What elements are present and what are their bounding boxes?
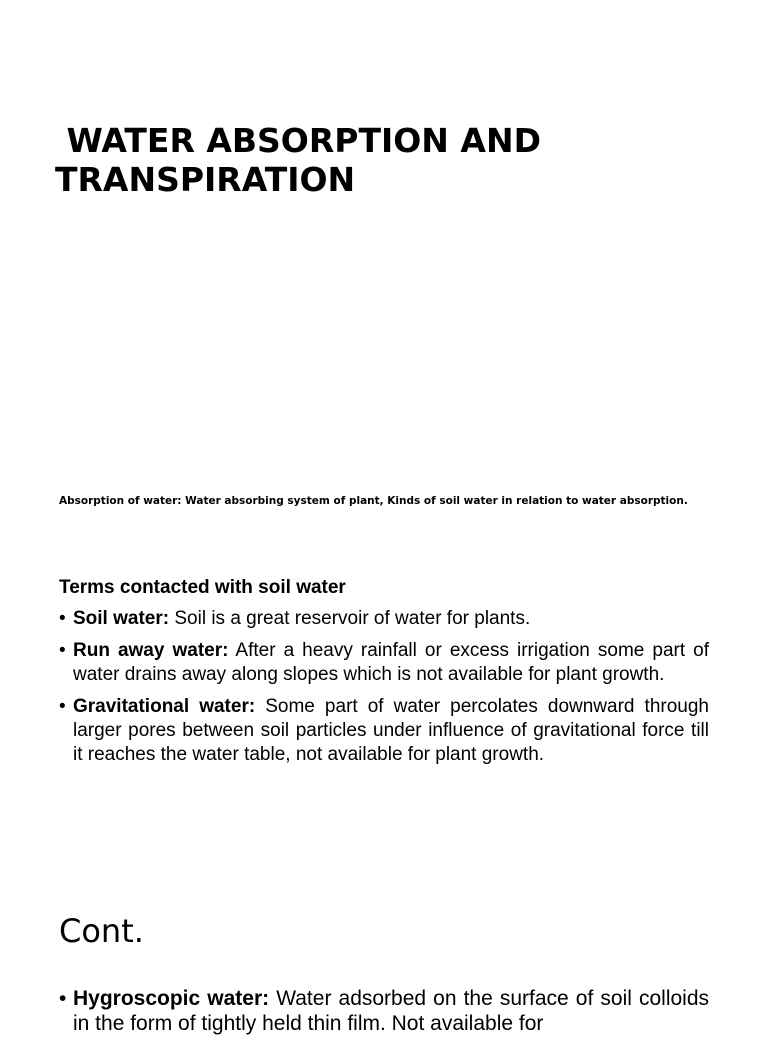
slide-subtitle: Absorption of water: Water absorbing system of plant, Kinds of soil water in relation to water absorption.: [59, 495, 688, 507]
term-description: After a heavy rainfall or excess irrigation some part of water drains away along slopes which is not available for plant growth.: [73, 640, 709, 685]
soil-water-terms-section: [59, 576, 709, 775]
term-description: Soil is a great reservoir of water for plants.: [169, 608, 531, 629]
term-label: Soil water:: [73, 608, 170, 629]
list-item-run-away-water: [59, 639, 709, 687]
bullet-point: •: [59, 640, 66, 661]
bullet-point: •: [59, 696, 66, 717]
continued-terms-section: [59, 986, 709, 1044]
bullet-point: •: [59, 608, 66, 629]
section-heading: Terms contacted with soil water: [59, 577, 346, 598]
bullet-list: [59, 607, 709, 767]
list-item-soil-water: [59, 607, 709, 631]
term-label: Hygroscopic water:: [73, 987, 270, 1010]
list-item-gravitational-water: [59, 695, 709, 767]
continued-heading: Cont.: [59, 912, 144, 950]
slide-title: WATER ABSORPTION AND TRANSPIRATION: [55, 121, 541, 199]
list-item-hygroscopic-water: [59, 986, 709, 1036]
term-label: Gravitational water:: [73, 696, 256, 717]
term-description: Some part of water percolates downward through larger pores between soil particles under influence of gravitational force till it reaches the water table, not available for plant growth.: [73, 696, 709, 765]
bullet-list: [59, 986, 709, 1036]
bullet-point: •: [59, 987, 67, 1010]
term-description: Water adsorbed on the surface of soil colloids in the form of tightly held thin film. Not available for: [73, 987, 710, 1035]
term-label: Run away water:: [73, 640, 229, 661]
